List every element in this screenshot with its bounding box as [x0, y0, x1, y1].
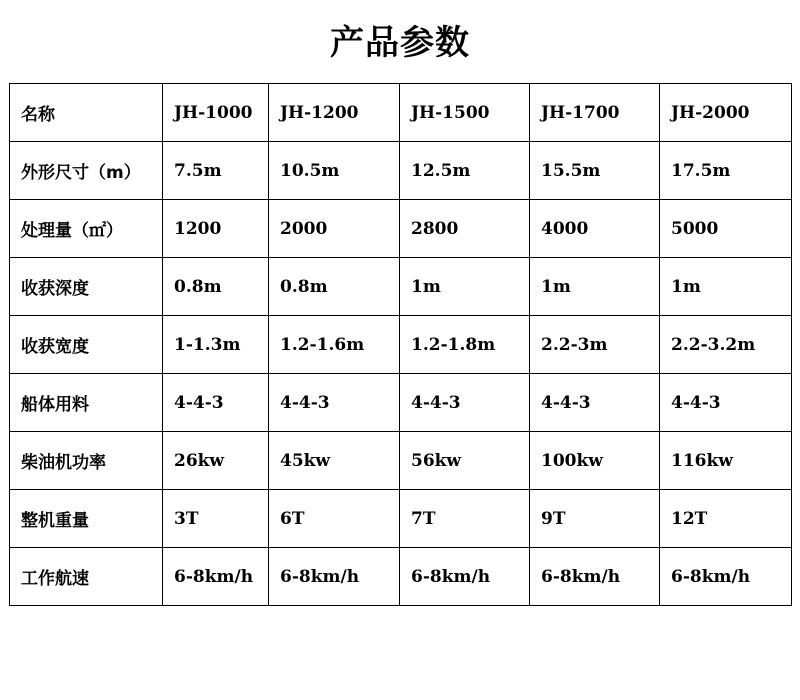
table-cell: 15.5m — [530, 142, 660, 200]
table-row — [10, 142, 792, 200]
model-name-cell: JH-1500 — [400, 84, 530, 142]
table-cell: 10.5m — [269, 142, 400, 200]
table-cell: 6-8km/h — [163, 548, 269, 606]
table-row — [10, 200, 792, 258]
table-cell: 12T — [660, 490, 792, 548]
table-cell: 1-1.3m — [163, 316, 269, 374]
table-cell: 1m — [530, 258, 660, 316]
table-cell: 6-8km/h — [660, 548, 792, 606]
row-label: 处理量（㎡） — [10, 200, 163, 258]
model-name-cell: JH-1700 — [530, 84, 660, 142]
table-cell: 3T — [163, 490, 269, 548]
table-row — [10, 548, 792, 606]
table-cell: 4-4-3 — [163, 374, 269, 432]
model-name-cell: JH-1000 — [163, 84, 269, 142]
spec-table-body — [10, 84, 792, 606]
table-cell: 4000 — [530, 200, 660, 258]
model-name-cell: JH-1200 — [269, 84, 400, 142]
table-cell: 4-4-3 — [530, 374, 660, 432]
table-row — [10, 316, 792, 374]
table-header-row — [10, 84, 792, 142]
table-cell: 45kw — [269, 432, 400, 490]
table-cell: 4-4-3 — [660, 374, 792, 432]
table-row — [10, 432, 792, 490]
page-title: 产品参数 — [330, 23, 470, 63]
table-cell: 1m — [660, 258, 792, 316]
row-label: 收获宽度 — [10, 316, 163, 374]
table-cell: 116kw — [660, 432, 792, 490]
row-label: 柴油机功率 — [10, 432, 163, 490]
table-cell: 2.2-3m — [530, 316, 660, 374]
table-cell: 1.2-1.8m — [400, 316, 530, 374]
table-cell: 6-8km/h — [269, 548, 400, 606]
table-cell: 6-8km/h — [400, 548, 530, 606]
table-cell: 7T — [400, 490, 530, 548]
table-cell: 4-4-3 — [400, 374, 530, 432]
table-cell: 2.2-3.2m — [660, 316, 792, 374]
spec-table — [9, 83, 792, 606]
table-cell: 0.8m — [269, 258, 400, 316]
model-name-cell: JH-2000 — [660, 84, 792, 142]
table-cell: 2800 — [400, 200, 530, 258]
table-cell: 1.2-1.6m — [269, 316, 400, 374]
row-label: 名称 — [10, 84, 163, 142]
table-cell: 2000 — [269, 200, 400, 258]
table-cell: 56kw — [400, 432, 530, 490]
table-cell: 12.5m — [400, 142, 530, 200]
table-cell: 1200 — [163, 200, 269, 258]
table-cell: 4-4-3 — [269, 374, 400, 432]
table-cell: 9T — [530, 490, 660, 548]
table-cell: 7.5m — [163, 142, 269, 200]
table-row — [10, 374, 792, 432]
row-label: 外形尺寸（m） — [10, 142, 163, 200]
table-row — [10, 490, 792, 548]
table-cell: 17.5m — [660, 142, 792, 200]
table-cell: 1m — [400, 258, 530, 316]
table-cell: 6-8km/h — [530, 548, 660, 606]
table-cell: 5000 — [660, 200, 792, 258]
table-cell: 100kw — [530, 432, 660, 490]
row-label: 收获深度 — [10, 258, 163, 316]
row-label: 船体用料 — [10, 374, 163, 432]
table-row — [10, 258, 792, 316]
table-cell: 6T — [269, 490, 400, 548]
row-label: 工作航速 — [10, 548, 163, 606]
table-cell: 0.8m — [163, 258, 269, 316]
row-label: 整机重量 — [10, 490, 163, 548]
table-cell: 26kw — [163, 432, 269, 490]
